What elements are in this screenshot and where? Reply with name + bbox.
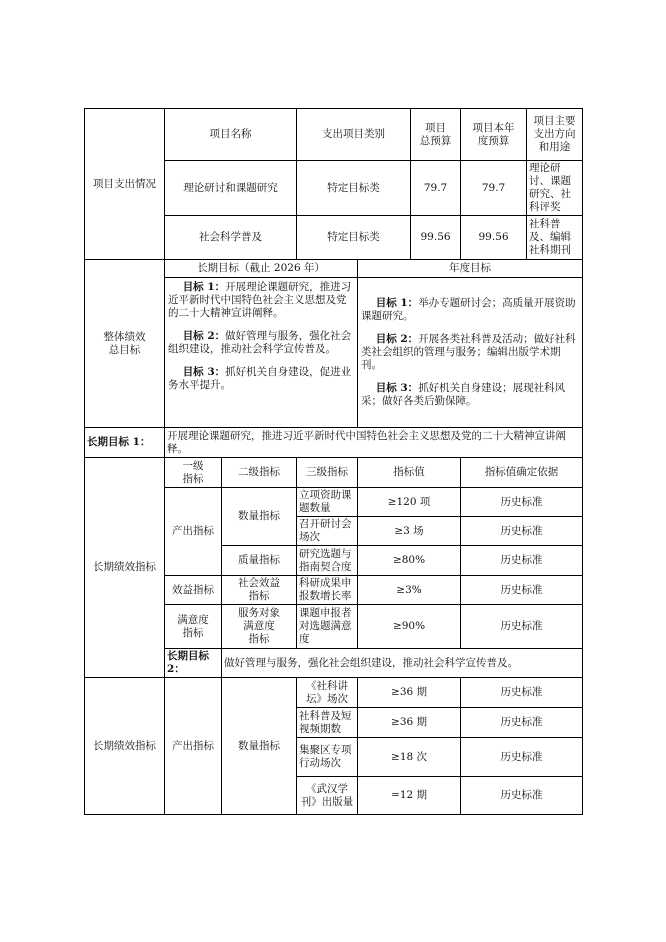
header-level2: 二级指标 bbox=[222, 458, 297, 488]
metric-basis: 历史标准 bbox=[461, 488, 583, 517]
long-goal-2-text: 做好管理与服务，强化社会组织建设，推动社会科学宣传普及。 bbox=[222, 649, 583, 678]
metric-name: 《社科讲坛》场次 bbox=[297, 678, 358, 708]
goal1-indicators-label: 长期绩效指标 bbox=[85, 458, 165, 678]
metric-basis: 历史标准 bbox=[461, 546, 583, 576]
metric-value: =12 期 bbox=[358, 777, 461, 815]
header-purpose: 项目主要 支出方向 和用途 bbox=[527, 109, 583, 161]
metric-basis: 历史标准 bbox=[461, 708, 583, 738]
annual-goal-item: 目标 1：举办专题研讨会；高质量开展资助课题研究。 bbox=[361, 297, 576, 322]
header-level1: 一级 指标 bbox=[165, 458, 222, 488]
long-goal-item: 目标 3：抓好机关自身建设，促进业务水平提升。 bbox=[168, 366, 352, 391]
metric-basis: 历史标准 bbox=[461, 678, 583, 708]
project-name-cell: 理论研讨和课题研究 bbox=[165, 161, 297, 216]
long-goal-1-text: 开展理论课题研究，推进习近平新时代中国特色社会主义思想及党的二十大精神宣讲阐释。 bbox=[165, 428, 583, 458]
project-annual-cell: 79.7 bbox=[461, 161, 527, 216]
metric-basis: 历史标准 bbox=[461, 576, 583, 605]
metric-name: 召开研讨会场次 bbox=[297, 517, 358, 546]
header-basis: 指标值确定依据 bbox=[461, 458, 583, 488]
header-level3: 三级指标 bbox=[297, 458, 358, 488]
performance-table bbox=[84, 108, 583, 815]
project-name-cell: 社会科学普及 bbox=[165, 216, 297, 260]
document-page bbox=[84, 108, 582, 815]
service-satisfaction-label: 服务对象 满意度 指标 bbox=[222, 605, 297, 649]
header-total-budget: 项目 总预算 bbox=[411, 109, 461, 161]
metric-name: 集聚区专项行动场次 bbox=[297, 738, 358, 777]
project-category-cell: 特定目标类 bbox=[297, 216, 411, 260]
metric-value: ≥3 场 bbox=[358, 517, 461, 546]
output-indicator-label: 产出指标 bbox=[165, 488, 222, 576]
header-value: 指标值 bbox=[358, 458, 461, 488]
annual-goals-cell bbox=[358, 278, 583, 428]
annual-goal-item: 目标 2：开展各类社科普及活动；做好社科类社会组织的管理与服务；编辑出版学术期刊。 bbox=[361, 333, 576, 371]
project-purpose-cell: 理论研讨、课题研究、社科评奖 bbox=[527, 161, 583, 216]
metric-value: ≥18 次 bbox=[358, 738, 461, 777]
metric-value: ≥90% bbox=[358, 605, 461, 649]
long-goal-1-label: 长期目标 1： bbox=[85, 428, 165, 458]
metric-name: 课题申报者对选题满意度 bbox=[297, 605, 358, 649]
annual-goal-item: 目标 3：抓好机关自身建设；展现社科风采；做好各类后勤保障。 bbox=[361, 382, 566, 407]
header-project-name: 项目名称 bbox=[165, 109, 297, 161]
metric-basis: 历史标准 bbox=[461, 517, 583, 546]
benefit-indicator-label: 效益指标 bbox=[165, 576, 222, 605]
metric-value: ≥36 期 bbox=[358, 708, 461, 738]
quantity-indicator-label: 数量指标 bbox=[222, 488, 297, 546]
project-annual-cell: 99.56 bbox=[461, 216, 527, 260]
metric-basis: 历史标准 bbox=[461, 738, 583, 777]
metric-value: ≥3% bbox=[358, 576, 461, 605]
long-goal-2-label: 长期目标 2： bbox=[165, 649, 222, 678]
metric-value: ≥80% bbox=[358, 546, 461, 576]
metric-name: 《武汉学刊》出版量 bbox=[297, 777, 358, 815]
metric-value: ≥36 期 bbox=[358, 678, 461, 708]
expense-section-label: 项目支出情况 bbox=[85, 109, 165, 260]
social-benefit-label: 社会效益 指标 bbox=[222, 576, 297, 605]
metric-value: ≥120 项 bbox=[358, 488, 461, 517]
project-category-cell: 特定目标类 bbox=[297, 161, 411, 216]
metric-name: 立项资助课题数量 bbox=[297, 488, 358, 517]
project-total-cell: 79.7 bbox=[411, 161, 461, 216]
metric-basis: 历史标准 bbox=[461, 777, 583, 815]
project-purpose-cell: 社科普及、编辑社科期刊 bbox=[527, 216, 583, 260]
satisfaction-indicator-label: 满意度 指标 bbox=[165, 605, 222, 649]
metric-name: 科研成果申报数增长率 bbox=[297, 576, 358, 605]
metric-name: 研究选题与指南契合度 bbox=[297, 546, 358, 576]
overall-section-label: 整体绩效 总目标 bbox=[85, 260, 165, 428]
header-expense-category: 支出项目类别 bbox=[297, 109, 411, 161]
goal2-indicators-label: 长期绩效指标 bbox=[85, 678, 165, 815]
long-term-goals-cell bbox=[165, 278, 358, 428]
header-annual-budget: 项目本年 度预算 bbox=[461, 109, 527, 161]
project-total-cell: 99.56 bbox=[411, 216, 461, 260]
quality-indicator-label: 质量指标 bbox=[222, 546, 297, 576]
long-term-goals-header: 长期目标（截止 2026 年） bbox=[165, 260, 358, 278]
metric-name: 社科普及短视频期数 bbox=[297, 708, 358, 738]
output-indicator-label: 产出指标 bbox=[165, 678, 222, 815]
long-goal-item: 目标 1：开展理论课题研究，推进习近平新时代中国特色社会主义思想及党的二十大精神宣讲阐释。 bbox=[168, 281, 352, 319]
quantity-indicator-label: 数量指标 bbox=[222, 678, 297, 815]
metric-basis: 历史标准 bbox=[461, 605, 583, 649]
long-goal-item: 目标 2：做好管理与服务，强化社会组织建设，推动社会科学宣传普及。 bbox=[168, 330, 352, 355]
annual-goals-header: 年度目标 bbox=[358, 260, 583, 278]
